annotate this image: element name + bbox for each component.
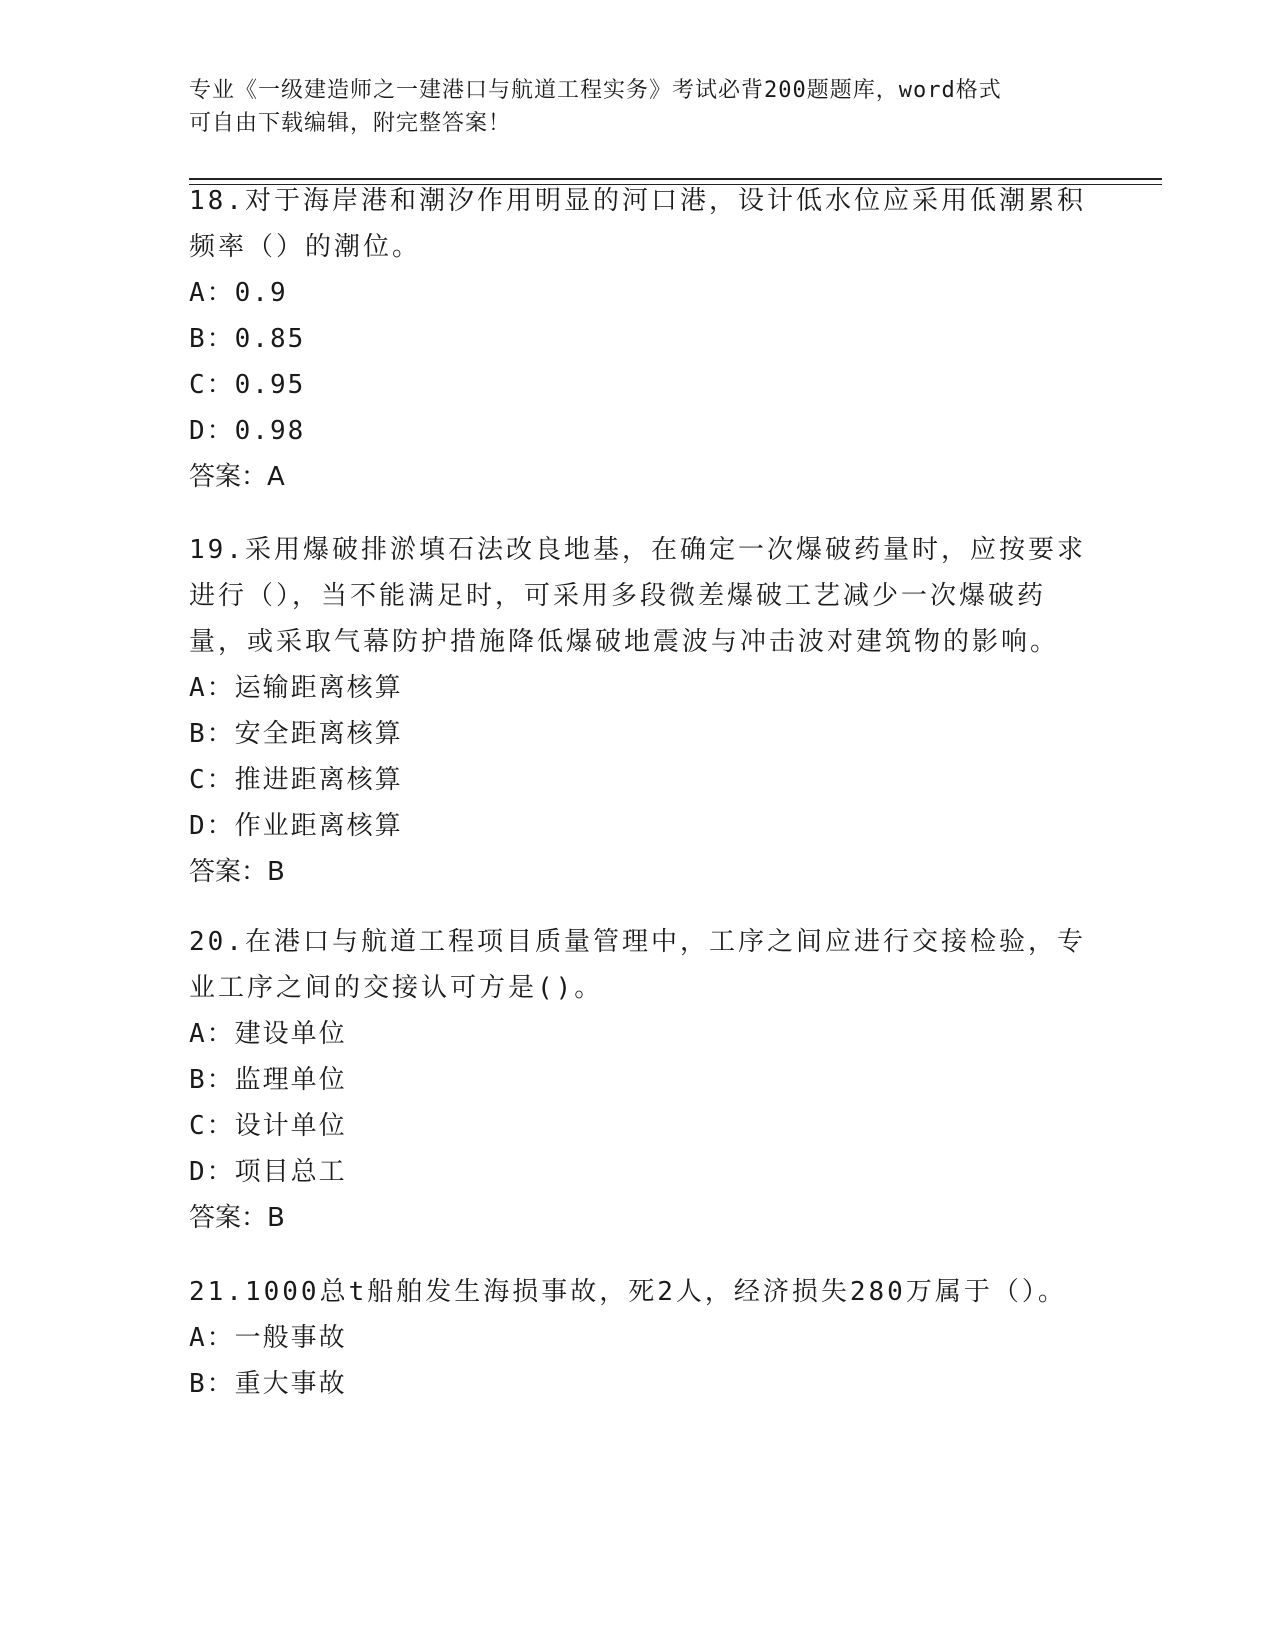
option-c: C：设计单位: [189, 1111, 347, 1141]
option-b: B：重大事故: [189, 1369, 347, 1399]
answer: 答案：A: [189, 462, 285, 492]
question-line: 进行（），当不能满足时，可采用多段微差爆破工艺减少一次爆破药: [189, 581, 1047, 611]
question-text: [189, 178, 1089, 270]
question-19: [189, 527, 1089, 895]
option-d: D：作业距离核算: [189, 811, 403, 841]
question-21: [189, 1269, 1089, 1407]
option-a: A：建设单位: [189, 1019, 347, 1049]
header-line: 可自由下载编辑，附完整答案！: [189, 111, 512, 136]
question-line: 18.对于海岸港和潮汐作用明显的河口港，设计低水位应采用低潮累积: [189, 186, 1086, 216]
question-20: [189, 919, 1089, 1241]
question-line: 21.1000总t船舶发生海损事故，死2人，经济损失280万属于（）。: [189, 1277, 1067, 1307]
option-c: C：推进距离核算: [189, 765, 403, 795]
option-b: B：安全距离核算: [189, 719, 403, 749]
option-b: B：0.85: [189, 324, 306, 354]
question-text: [189, 1269, 1089, 1315]
question-line: 20.在港口与航道工程项目质量管理中，工序之间应进行交接检验，专: [189, 927, 1086, 957]
question-text: [189, 919, 1089, 1011]
option-a: A：0.9: [189, 278, 288, 308]
question-line: 19.采用爆破排淤填石法改良地基，在确定一次爆破药量时，应按要求: [189, 535, 1086, 565]
answer: 答案：B: [189, 1203, 285, 1233]
question-line: 频率（）的潮位。: [189, 232, 422, 262]
option-c: C：0.95: [189, 370, 306, 400]
question-line: 业工序之间的交接认可方是()。: [189, 973, 604, 1003]
document-header: [189, 74, 1069, 140]
option-d: D：0.98: [189, 416, 306, 446]
question-line: 量，或采取气幕防护措施降低爆破地震波与冲击波对建筑物的影响。: [189, 627, 1060, 657]
option-b: B：监理单位: [189, 1065, 347, 1095]
question-text: [189, 527, 1089, 665]
answer: 答案：B: [189, 857, 285, 887]
option-a: A：运输距离核算: [189, 673, 403, 703]
option-a: A：一般事故: [189, 1323, 347, 1353]
question-18: [189, 178, 1089, 500]
header-line: 专业《一级建造师之一建港口与航道工程实务》考试必背200题题库，word格式: [189, 78, 1002, 103]
option-d: D：项目总工: [189, 1157, 347, 1187]
